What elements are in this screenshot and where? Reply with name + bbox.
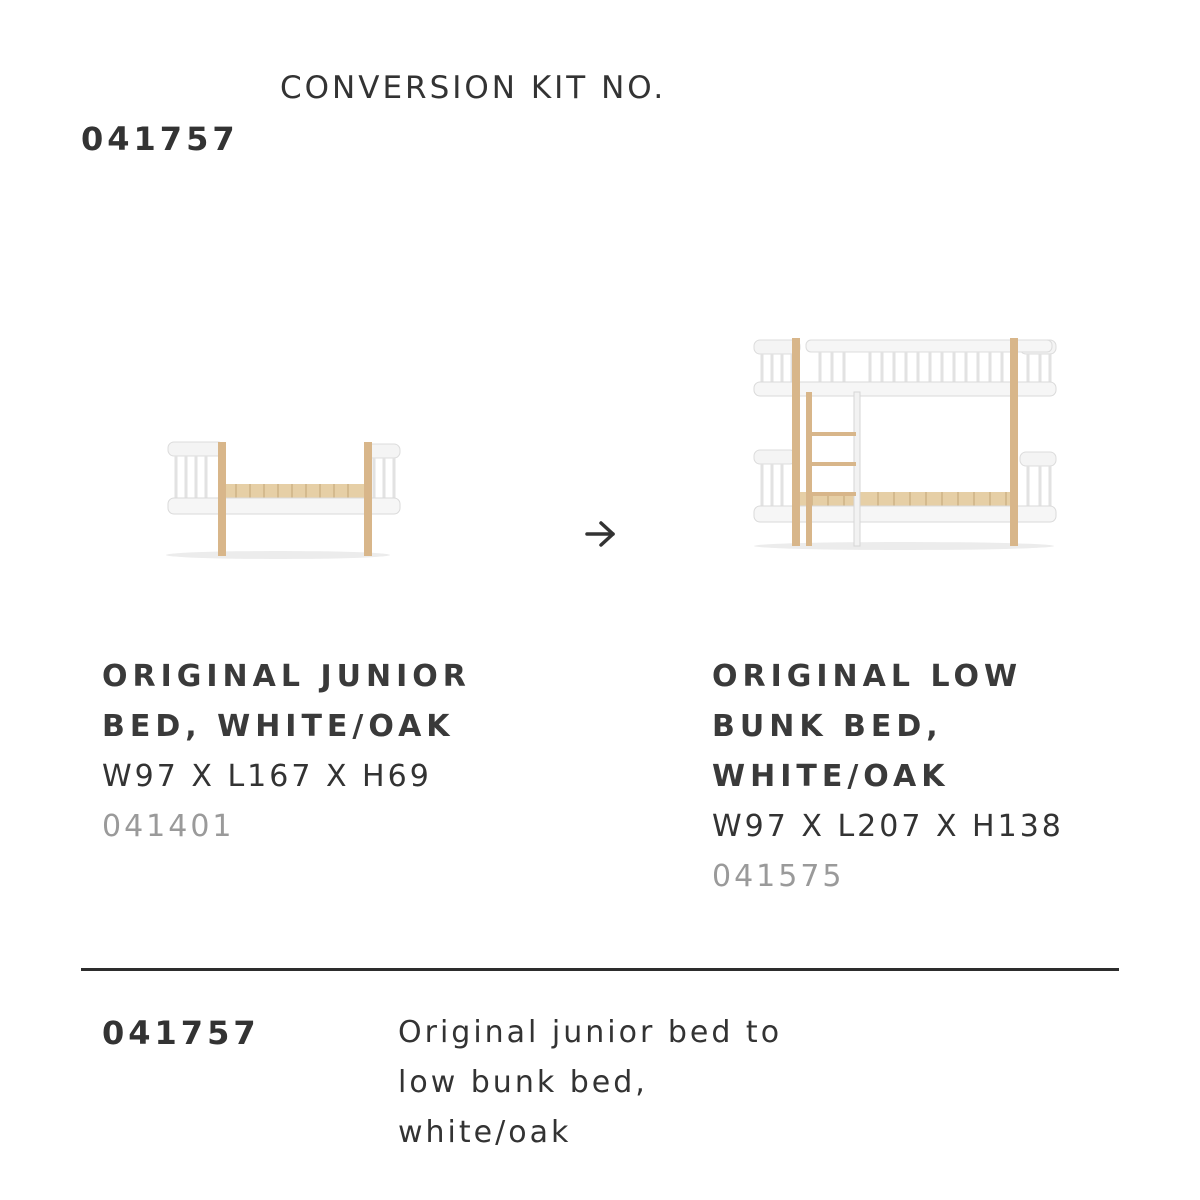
product-title-line: BED, WHITE/OAK	[102, 709, 455, 744]
product-title-line: ORIGINAL LOW	[712, 659, 1023, 694]
low-bunk-bed-icon	[748, 336, 1060, 550]
conversion-kit-number: 041757	[81, 120, 239, 158]
product-dimensions: W97 X L167 X H69	[102, 759, 432, 794]
product-sku: 041401	[102, 809, 235, 844]
product-title-line: WHITE/OAK	[712, 759, 950, 794]
kit-row-description-line: Original junior bed to	[398, 1015, 783, 1050]
kit-row-description	[398, 1008, 828, 1158]
product-title-line: ORIGINAL JUNIOR	[102, 659, 471, 694]
conversion-kit-label: CONVERSION KIT NO.	[280, 70, 667, 106]
product-low-bunk-bed	[712, 652, 1064, 902]
kit-row-description-line: white/oak	[398, 1115, 572, 1150]
kit-row-sku: 041757	[102, 1014, 260, 1052]
product-junior-bed	[102, 652, 471, 852]
product-dimensions: W97 X L207 X H138	[712, 809, 1064, 844]
arrow-right-icon	[585, 519, 617, 549]
product-sku: 041575	[712, 859, 845, 894]
kit-row-description-line: low bunk bed,	[398, 1065, 648, 1100]
product-title-line: BUNK BED,	[712, 709, 943, 744]
junior-bed-icon	[160, 438, 400, 560]
divider	[81, 968, 1119, 971]
